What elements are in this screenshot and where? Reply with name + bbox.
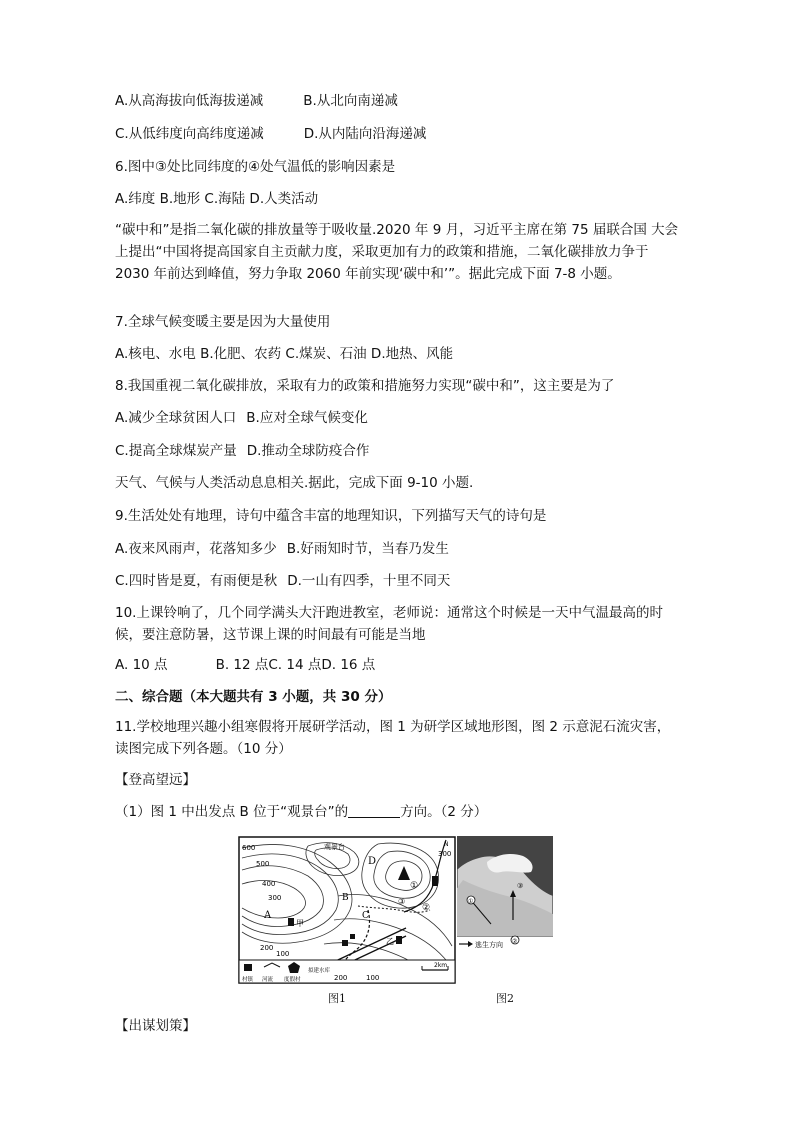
point-d: D (368, 856, 377, 867)
place-yi: 乙 (386, 937, 394, 946)
q11-sub1-question (115, 802, 487, 822)
intro-9-10: 天气、气候与人类活动息息相关.据此，完成下面 9-10 小题. (115, 475, 474, 491)
q9-stem: 9.生活处处有地理，诗句中蕴含丰富的地理知识，下列描写天气的诗句是 (115, 508, 547, 524)
contour-label-500: 500 (256, 860, 270, 868)
contour-label-200-south: 200 (334, 974, 348, 982)
q5-options-row1 (115, 91, 398, 111)
contour-label-200: 200 (260, 944, 274, 952)
contour-label-400: 400 (262, 880, 276, 888)
q8-options-row2 (115, 441, 369, 461)
section-2-heading: 二、综合题（本大题共有 3 小题，共 30 分） (115, 689, 392, 705)
q9-option-c[interactable]: C.四时皆是夏，有雨便是秋 (115, 573, 278, 589)
q11-sub1-text-post: 方向。（2 分） (400, 804, 488, 820)
contour-label-600: 600 (242, 844, 256, 852)
q10-options-bcd[interactable]: B. 12 点C. 14 点D. 16 点 (215, 657, 376, 673)
q7-options[interactable]: A.核电、水电 B.化肥、农药 C.煤炭、石油 D.地热、风能 (115, 346, 454, 362)
q11-sub1-text-pre: （1）图 1 中出发点 B 位于“观景台”的 (115, 804, 349, 820)
q8-stem: 8.我国重视二氧化碳排放，采取有力的政策和措施努力实现“碳中和”，这主要是为了 (115, 378, 615, 394)
figure-1-contour-map (238, 836, 456, 984)
marker-3: ③ (398, 897, 406, 906)
q9-option-b[interactable]: B.好雨知时节，当春乃发生 (286, 541, 449, 557)
q5-option-d[interactable]: D.从内陆向沿海递减 (303, 126, 427, 142)
figure-1-caption: 图1 (328, 992, 346, 1005)
q5-option-a[interactable]: A.从高海拔向低海拔递减 (115, 93, 264, 109)
q6-stem: 6.图中③处比同纬度的④处气温低的影响因素是 (115, 159, 396, 175)
q7-stem: 7.全球气候变暖主要是因为大量使用 (115, 314, 331, 330)
marker-2: ② (422, 903, 431, 913)
q6-options[interactable]: A.纬度 B.地形 C.海陆 D.人类活动 (115, 191, 319, 207)
escape-direction-label: 逃生方向 (475, 941, 503, 949)
q5-option-c[interactable]: C.从低纬度向高纬度递减 (115, 126, 264, 142)
fig2-marker-2: ② (512, 938, 518, 945)
intro-7-8: “碳中和”是指二氧化碳的排放量等于吸收量.2020 年 9 月，习近平主席在第 75 届联合国 大会上提出“中国将提高国家自主贡献力度，采取更加有力的政策和措施，二氧化碳排放力争于 2030 年前达到峰值，努力争取 2060 年前实现‘碳中和’”。据此完成下面 7-8 小题。 (115, 222, 679, 282)
marker-1: ① (410, 881, 419, 891)
q8-options-row1 (115, 408, 368, 428)
point-a: A (264, 910, 272, 921)
point-c: C (362, 911, 369, 921)
q8-option-d[interactable]: D.推动全球防疫合作 (246, 443, 370, 459)
place-observation-deck: 观景台 (324, 843, 345, 851)
north-label: N (444, 841, 449, 848)
q9-option-d[interactable]: D.一山有四季，十里不同天 (287, 573, 451, 589)
contour-label-100-south: 100 (366, 974, 380, 982)
contour-label-300: 300 (268, 894, 282, 902)
q9-option-a[interactable]: A.夜来风雨声，花落知多少 (115, 541, 277, 557)
point-b: B (342, 893, 349, 903)
q10-stem: 10.上课铃响了，几个同学满头大汗跑进教室，老师说：通常这个时候是一天中气温最高的时候，要注意防暑，这节课上课的时间最有可能是当地 (115, 605, 663, 643)
fig2-marker-1: ① (468, 898, 474, 905)
q11-sub2-header: 【出谋划策】 (115, 1018, 196, 1034)
contour-label-300-east: 300 (438, 850, 452, 858)
legend-river: 河流 (262, 977, 274, 983)
legend-resort: 度假村 (284, 977, 301, 983)
place-jia: 甲 (296, 919, 304, 928)
q10-option-a[interactable]: A. 10 点 (115, 657, 168, 673)
q11-stem: 11.学校地理兴趣小组寒假将开展研学活动，图 1 为研学区域地形图，图 2 示意泥石流灾害，读图完成下列各题。（10 分） (115, 719, 671, 757)
answer-blank[interactable] (348, 803, 400, 818)
figure-2-debris-flow (457, 836, 553, 950)
legend-village: 村镇 (242, 977, 254, 983)
q10-options (115, 655, 375, 675)
fig2-marker-3: ③ (517, 882, 524, 890)
q5-option-b[interactable]: B.从北向南递减 (303, 93, 398, 109)
contour-label-100: 100 (276, 950, 290, 958)
q5-options-row2 (115, 124, 426, 144)
q8-option-b[interactable]: B.应对全球气候变化 (246, 410, 368, 426)
q9-options-row1 (115, 539, 449, 559)
figure-2-caption: 图2 (496, 992, 514, 1005)
q8-option-a[interactable]: A.减少全球贫困人口 (115, 410, 237, 426)
q11-sub1-header: 【登高望远】 (115, 772, 196, 788)
legend-reservoir: 拟建水库 (308, 968, 331, 974)
q9-options-row2 (115, 571, 450, 591)
scale-label: 2km (434, 962, 448, 969)
q8-option-c[interactable]: C.提高全球煤炭产量 (115, 443, 237, 459)
